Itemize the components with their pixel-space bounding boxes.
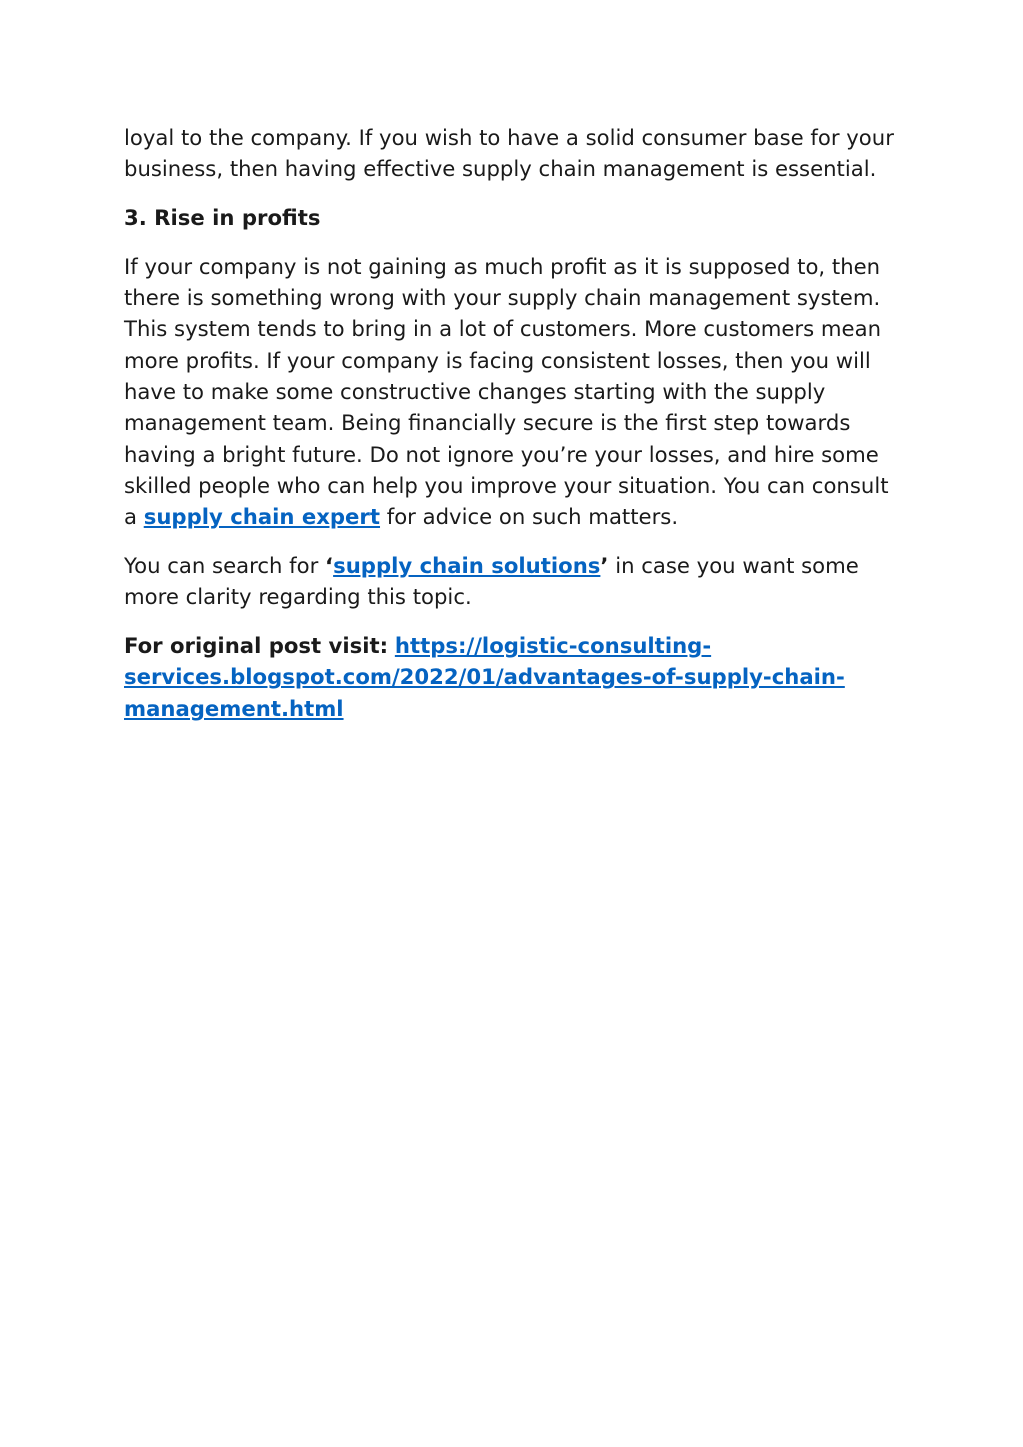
profits-text-after-link: for advice on such matters.: [380, 504, 679, 530]
search-text-after: in case you want some more clarity regarding this topic.: [124, 553, 859, 610]
profits-paragraph: [124, 251, 904, 533]
search-text-before: You can search for: [124, 553, 326, 579]
supply-chain-solutions-link[interactable]: supply chain solutions: [333, 553, 601, 579]
open-quote: ‘: [325, 553, 334, 579]
search-paragraph: [124, 550, 904, 613]
section-heading: 3. Rise in profits: [124, 205, 321, 231]
close-quote: ’: [600, 553, 609, 579]
original-post-url-link[interactable]: https://logistic-consulting-services.blogspot.com/2022/01/advantages-of-supply-chain-management.html: [124, 633, 845, 721]
intro-paragraph: loyal to the company. If you wish to have a solid consumer base for your business, then having effective supply chain management is essential.: [124, 125, 894, 182]
original-post-paragraph: [124, 630, 904, 724]
profits-text-before-link: If your company is not gaining as much profit as it is supposed to, then there is something wrong with your supply chain management system. This system tends to bring in a lot of customers. More customers mean more profits. If your company is facing consistent losses, then you will have to make some constructive changes starting with the supply management team. Being financially secure is the first step towards having a bright future. Do not ignore you’re your losses, and hire some skilled people who can help you improve your situation. You can consult a: [124, 253, 889, 530]
document-page: [124, 122, 904, 742]
supply-chain-expert-link[interactable]: supply chain expert: [143, 504, 381, 530]
original-post-label: For original post visit:: [124, 633, 389, 659]
